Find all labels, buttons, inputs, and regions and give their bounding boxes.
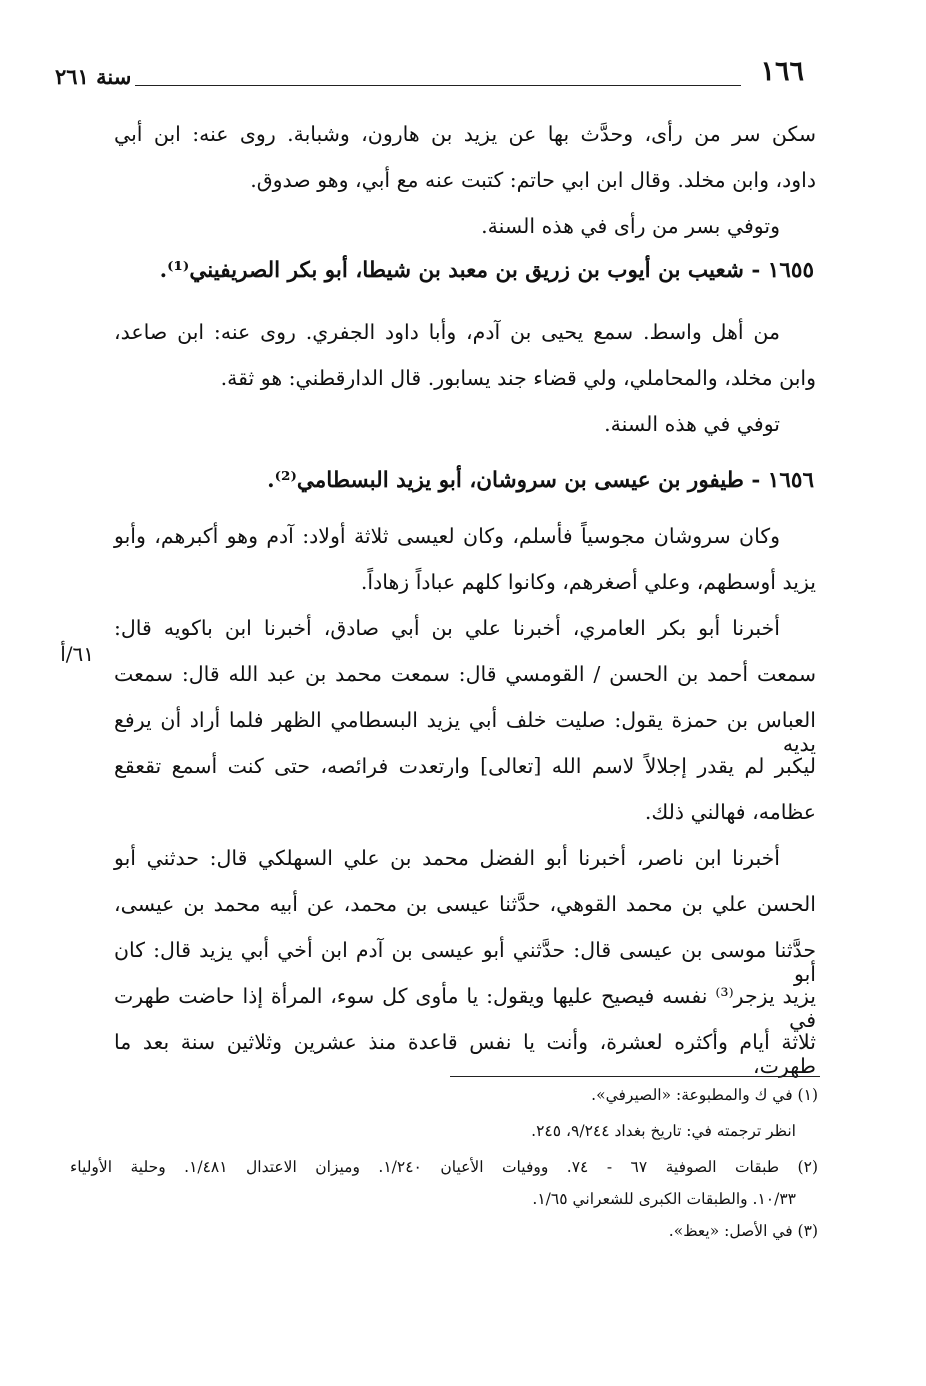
text-line: ثلاثة أيام وأكثره لعشرة، وأنت يا نفس قاعدة منذ عشرين وثلاثين سنة بعد ما طهرت، <box>114 1030 816 1078</box>
footnote-1-ref: انظر ترجمته في: تاريخ بغداد ٩/٢٤٤، ٢٤٥. <box>531 1122 796 1140</box>
text-line: عظامه، فهالني ذلك. <box>644 800 816 824</box>
text-line: وابن مخلد، والمحاملي، ولي قضاء جند يسابور. قال الدارقطني: هو ثقة. <box>220 366 816 390</box>
running-head-year: سنة ٢٦١ <box>55 64 132 89</box>
text-line: حدَّثنا موسى بن عيسى قال: حدَّثني أبو عيسى بن آدم ابن أخي أبي يزيد قال: كان أبو <box>114 938 816 986</box>
footnote-2-cont: ١٠/٣٣. والطبقات الكبرى للشعراني ١/٦٥. <box>532 1190 796 1208</box>
text-line: توفي في هذه السنة. <box>604 412 780 436</box>
text-line: ليكبر لم يقدر إجلالاً لاسم الله [تعالى] وارتعدت فرائصه، حتى كنت أسمع تقعقع <box>114 754 816 778</box>
text-line: وتوفي بسر من رأى في هذه السنة. <box>481 214 780 238</box>
text-line: يزيد يزجر⁽³⁾ نفسه فيصيح عليها ويقول: يا مأوى كل سوء، المرأة إذا حاضت طهرت في <box>114 984 816 1032</box>
text-line: أخبرنا أبو بكر العامري، أخبرنا علي بن أبي صادق، أخبرنا ابن باكويه قال: <box>114 616 780 640</box>
text-line: الحسن علي بن محمد القوهي، حدَّثنا عيسى بن محمد، عن أبيه محمد بن عيسى، <box>114 892 816 916</box>
text-line: سكن سر من رأى، وحدَّث بها عن يزيد بن هارون، وشبابة. روى عنه: ابن أبي <box>114 122 816 146</box>
page-number: ١٦٦ <box>760 56 804 87</box>
footnote-rule <box>450 1076 820 1077</box>
text-line: وكان سروشان مجوسياً فأسلم، وكان لعيسى ثلاثة أولاد: آدم وهو أكبرهم، وأبو <box>114 524 780 548</box>
text-line: أخبرنا ابن ناصر، أخبرنا أبو الفضل محمد بن علي السهلكي قال: حدثني أبو <box>114 846 780 870</box>
text-line: يزيد أوسطهم، وعلي أصغرهم، وكانوا كلهم عباداً زهاداً. <box>360 570 816 594</box>
manuscript-folio-ref: ٦١/أ <box>60 642 94 666</box>
text-line: داود، وابن مخلد. وقال ابن ابي حاتم: كتبت عنه مع أبي، وهو صدوق. <box>250 168 816 192</box>
text-line: من أهل واسط. سمع يحيى بن آدم، وأبا داود الجفري. روى عنه: ابن صاعد، <box>114 320 780 344</box>
footnote-2: (٢) طبقات الصوفية ٦٧ - ٧٤. ووفيات الأعيان ١/٢٤٠. وميزان الاعتدال ١/٤٨١. وحلية الأولياء <box>70 1158 818 1176</box>
text-line: سمعت أحمد بن الحسن / القومسي قال: سمعت محمد بن عبد الله قال: سمعت <box>114 662 816 686</box>
text-line: العباس بن حمزة يقول: صليت خلف أبي يزيد البسطامي الظهر فلما أراد أن يرفع يديه <box>114 708 816 756</box>
header-rule <box>135 85 741 86</box>
entry-heading-1656: ١٦٥٦ - طيفور بن عيسى بن سروشان، أبو يزيد البسطامي⁽²⁾. <box>267 468 814 493</box>
footnote-3: (٣) في الأصل: «يعظ». <box>668 1222 818 1240</box>
footnote-1: (١) في ك والمطبوعة: «الصيرفي». <box>591 1086 818 1104</box>
entry-heading-1655: ١٦٥٥ - شعيب بن أيوب بن زريق بن معبد بن شيطا، أبو بكر الصريفيني⁽¹⁾. <box>159 258 814 283</box>
